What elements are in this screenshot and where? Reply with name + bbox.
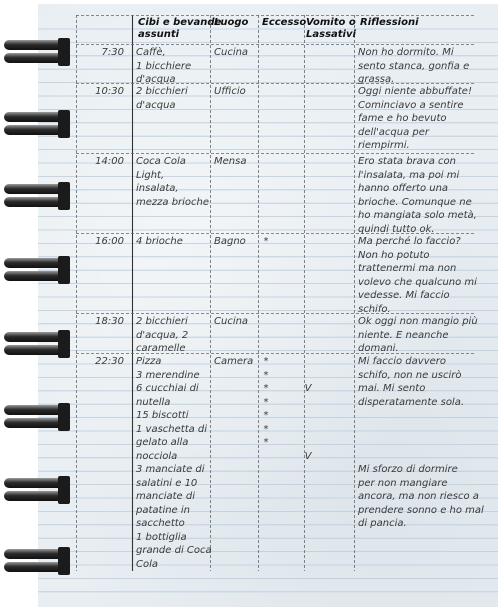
entry-time: 10:30 xyxy=(95,86,124,97)
entry-reflections: Ero stata brava con l'insalata, ma poi mi hanno offerto una brioche. Comunque ne ho mangiata solo metà, quindi tutto ok. xyxy=(358,156,477,235)
entry-time: 14:00 xyxy=(95,156,124,167)
entry-place: Ufficio xyxy=(214,86,246,97)
header-excess: Eccesso xyxy=(262,17,307,28)
entry-food: 2 bicchieri d'acqua xyxy=(136,86,188,111)
entry-place: Cucina xyxy=(214,47,249,58)
spiral-ring xyxy=(0,182,72,212)
header-reflections: Riflessioni xyxy=(360,17,419,28)
entry-time: 22:30 xyxy=(95,356,124,367)
spiral-ring xyxy=(0,547,72,577)
spiral-ring xyxy=(0,330,72,360)
spiral-ring xyxy=(0,38,72,68)
entry-place: Mensa xyxy=(214,156,247,167)
entry-excess: * xyxy=(263,236,269,247)
entry-reflections: Non ho dormito. Mi sento stanca, gonfia e grassa. xyxy=(358,47,470,85)
entry-time: 7:30 xyxy=(101,47,124,58)
header-food: Cibi e bevande assunti xyxy=(138,17,222,40)
entry-place: Bagno xyxy=(214,236,246,247)
entry-vomit: V V xyxy=(304,383,312,462)
entry-reflections: Oggi niente abbuffate! Cominciavo a sentire fame e ho bevuto dell'acqua per riempirmi. xyxy=(358,86,472,151)
entry-reflections: Ma perché lo faccio? Non ho potuto trattenermi ma non volevo che qualcuno mi vedesse. Mi faccio schifo. xyxy=(358,236,477,315)
entry-reflections: Mi faccio davvero schifo, non ne uscirò mai. Mi sento disperatamente sola. Mi sforzo di dormire per non mangiare ancora, ma non riesco a prendere sonno e ho mal di pancia. xyxy=(358,356,484,529)
entry-place: Camera xyxy=(214,356,254,367)
header-vomit: Vomito o Lassativi xyxy=(306,17,356,40)
spiral-ring xyxy=(0,110,72,140)
entry-excess: * * * * * * * xyxy=(263,356,269,448)
spiral-ring xyxy=(0,476,72,506)
header-place: Luogo xyxy=(214,17,249,28)
entry-food: Coca Cola Light, insalata, mezza brioche xyxy=(136,156,210,208)
entry-food: Caffè, 1 bicchiere d'acqua xyxy=(136,47,192,85)
spiral-ring xyxy=(0,256,72,286)
entry-food: Pizza 3 merendine 6 cucchiai di nutella 15 biscotti 1 vaschetta di gelato alla nocciola 3 manciate di salatini e 10 manciate di patatine in sacchetto 1 bottiglia grande di Coca Cola xyxy=(136,356,212,570)
entry-food: 2 bicchieri d'acqua, 2 caramelle xyxy=(136,316,189,354)
entry-food: 4 brioche xyxy=(136,236,183,247)
entry-place: Cucina xyxy=(214,316,249,327)
spiral-ring xyxy=(0,403,72,433)
entry-reflections: Ok oggi non mangio più niente. E neanche domani. xyxy=(358,316,478,354)
entry-time: 18:30 xyxy=(95,316,124,327)
food-diary-table xyxy=(76,15,484,571)
entry-time: 16:00 xyxy=(95,236,124,247)
